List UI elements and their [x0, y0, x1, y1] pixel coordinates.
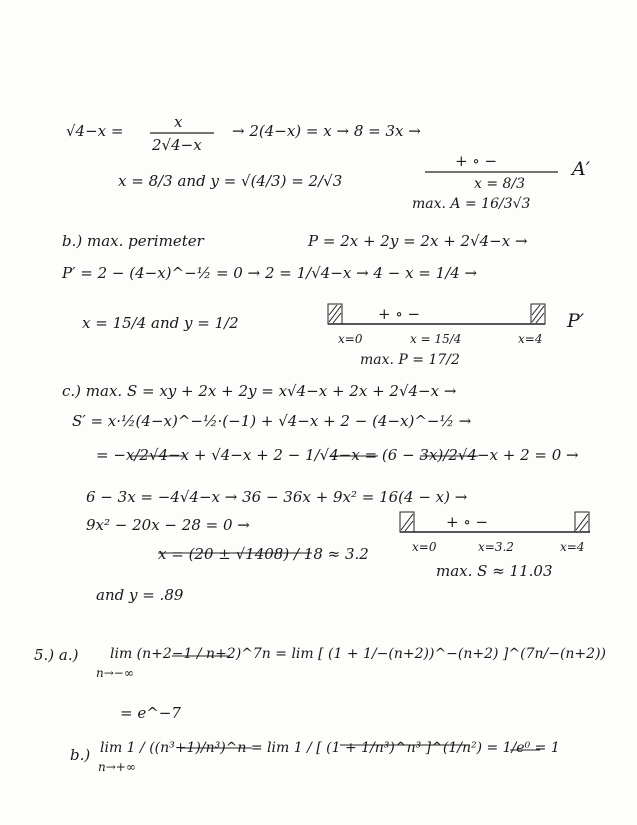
part-b-sign-chart: + ∘ − [378, 305, 421, 323]
part-b-x0: x=0 [338, 332, 363, 346]
part-a-critical-point: x = 8/3 [474, 176, 526, 192]
part-c-sign-chart: + ∘ − [446, 513, 489, 531]
part-b-label: b.) max. perimeter [62, 232, 204, 250]
part-b-x4: x=4 [518, 332, 543, 346]
part-a-sign-chart: + ∘ − [455, 152, 498, 170]
problem5-label: 5.) a.) [34, 646, 79, 664]
part-b-xc: x = 15/4 [410, 332, 462, 346]
part-c-label: c.) max. S = xy + 2x + 2y = x√4−x + 2x + 2√4−x → [62, 382, 457, 400]
part-a-lhs: √4−x = [66, 122, 124, 140]
part-b-max: max. P = 17/2 [360, 352, 460, 368]
part-b-result: x = 15/4 and y = 1/2 [82, 314, 239, 332]
part-b-perimeter-eq: P = 2x + 2y = 2x + 2√4−x → [308, 232, 528, 250]
problem5-a-limit: n→−∞ [96, 666, 134, 680]
part-c-solution: x = (20 ± √1408) / 18 ≈ 3.2 [158, 545, 369, 563]
part-c-y-value: and y = .89 [96, 586, 184, 604]
part-c-xc: x=3.2 [478, 540, 514, 554]
part-a-step: → 2(4−x) = x → 8 = 3x → [232, 122, 421, 140]
part-c-x4: x=4 [560, 540, 585, 554]
part-a-sign-label: A′ [572, 158, 591, 180]
part-b-derivative: P′ = 2 − (4−x)^−½ = 0 → 2 = 1/√4−x → 4 − x = 1/4 → [62, 264, 478, 282]
part-a-result: x = 8/3 and y = √(4/3) = 2/√3 [118, 172, 343, 190]
problem5-a-expression: lim (n+2−1 / n+2)^7n = lim [ (1 + 1/−(n+2))^−(n+2) ]^(7n/−(n+2)) [110, 646, 606, 662]
problem5-a-result: = e^−7 [120, 704, 181, 722]
part-a-frac-den: 2√4−x [152, 136, 202, 154]
part-c-square: 6 − 3x = −4√4−x → 36 − 36x + 9x² = 16(4 − x) → [86, 488, 468, 506]
part-a-max: max. A = 16/3√3 [412, 196, 531, 212]
part-c-quadratic: 9x² − 20x − 28 = 0 → [86, 516, 250, 534]
problem5-b-label: b.) [70, 746, 91, 764]
part-c-derivative: S′ = x·½(4−x)^−½·(−1) + √4−x + 2 − (4−x)^−½ → [72, 412, 472, 430]
part-c-expand: = −x/2√4−x + √4−x + 2 − 1/√4−x = (6 − 3x)/2√4−x + 2 = 0 → [96, 446, 579, 464]
problem5-b-limit: n→+∞ [98, 760, 136, 774]
part-b-sign-label: P′ [567, 310, 585, 332]
part-a-frac-num: x [174, 113, 183, 131]
problem5-b-expression: lim 1 / ((n³+1)/n³)^n = lim 1 / [ (1 + 1/n³)^n³ ]^(1/n²) = 1/e⁰ = 1 [100, 740, 560, 756]
part-c-max: max. S ≈ 11.03 [436, 562, 553, 580]
part-c-x0: x=0 [412, 540, 437, 554]
